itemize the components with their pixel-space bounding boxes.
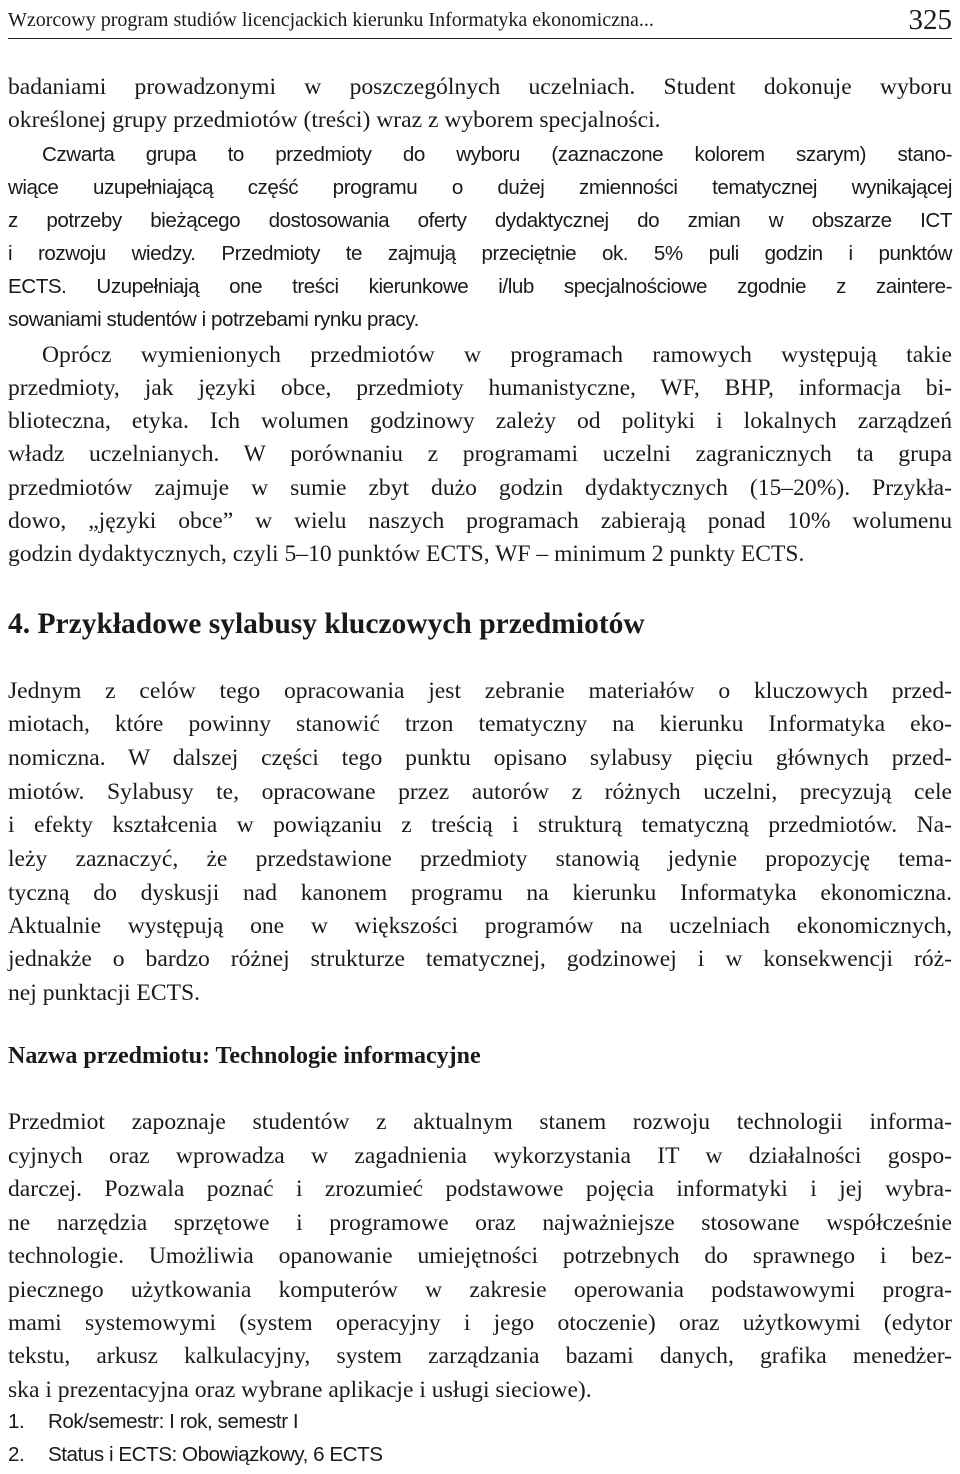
text-line: miotach, które powinny stanowić trzon tematyczny na kierunku Informatyka eko- xyxy=(8,711,952,737)
text-line: cyjnych oraz wprowadza w zagadnienia wykorzystania IT w działalności gospo- xyxy=(8,1143,952,1169)
list-item xyxy=(8,1438,383,1471)
text-line: określonej grupy przedmiotów (treści) wraz z wyborem specjalności. xyxy=(8,107,661,133)
text-line: piecznego użytkowania komputerów w zakresie operowania podstawowymi progra- xyxy=(8,1277,952,1303)
text-line: dowo, „języki obce” w wielu naszych programach zabierają ponad 10% wolumenu xyxy=(8,508,952,534)
text-line: nej punktacji ECTS. xyxy=(8,980,200,1006)
list-item-text: Rok/semestr: I rok, semestr I xyxy=(48,1410,299,1433)
text-line: miotów. Sylabusy te, opracowane przez autorów z różnych uczelni, precyzują cele xyxy=(8,779,952,805)
text-line: Oprócz wymienionych przedmiotów w programach ramowych występują takie xyxy=(42,342,952,368)
document-page xyxy=(8,0,952,1474)
text-line: mami systemowymi (system operacyjny i jego otoczenie) oraz użytkowymi (edytor xyxy=(8,1310,952,1336)
text-line: z potrzeby bieżącego dostosowania oferty dydaktycznej do zmian w obszarze ICT xyxy=(8,209,952,232)
text-line: godzin dydaktycznych, czyli 5–10 punktów ECTS, WF – minimum 2 punkty ECTS. xyxy=(8,541,805,567)
text-line: Jednym z celów tego opracowania jest zebranie materiałów o kluczowych przed- xyxy=(8,678,952,704)
text-line: ska i prezentacyjna oraz wybrane aplikacje i usługi sieciowe). xyxy=(8,1377,592,1403)
text-line: leży zaznaczyć, że przedstawione przedmioty stanowią jedynie propozycję tema- xyxy=(8,846,952,872)
text-line: i efekty kształcenia w powiązaniu z treścią i strukturą tematyczną przedmiotów. Na- xyxy=(8,812,952,838)
text-line: technologie. Umożliwia opanowanie umiejętności potrzebnych do sprawnego i bez- xyxy=(8,1243,952,1269)
list-item-number: 1. xyxy=(8,1410,25,1433)
list-item xyxy=(8,1405,298,1438)
text-line: darczej. Pozwala poznać i zrozumieć podstawowe pojęcia informatyki i jej wybra- xyxy=(8,1176,952,1202)
list-item-text: Status i ECTS: Obowiązkowy, 6 ECTS xyxy=(48,1443,383,1466)
text-line: przedmioty, jak języki obce, przedmioty humanistyczne, WF, BHP, informacja bi- xyxy=(8,375,952,401)
section-heading: 4. Przykładowe sylabusy kluczowych przedmiotów xyxy=(8,608,645,640)
text-line: blioteczna, etyka. Ich wolumen godzinowy zależy od polityki i lokalnych zarządzeń xyxy=(8,408,952,434)
text-line: tekstu, arkusz kalkulacyjny, system zarządzania bazami danych, grafika menedżer- xyxy=(8,1343,952,1369)
text-line: władz uczelnianych. W porównaniu z programami uczelni zagranicznych ta grupa xyxy=(8,441,952,467)
text-line: i rozwoju wiedzy. Przedmioty te zajmują przeciętnie ok. 5% puli godzin i punktów xyxy=(8,242,952,265)
text-line: ECTS. Uzupełniają one treści kierunkowe i/lub specjalnościowe zgodnie z zaintere- xyxy=(8,275,952,298)
text-line: tyczną do dyskusji nad kanonem programu na kierunku Informatyka ekonomiczna. xyxy=(8,880,952,906)
text-line: badaniami prowadzonymi w poszczególnych uczelniach. Student dokonuje wyboru xyxy=(8,74,952,100)
text-line: przedmiotów zajmuje w sumie zbyt dużo godzin dydaktycznych (15–20%). Przykła- xyxy=(8,475,952,501)
text-line: nomiczna. W dalszej części tego punktu opisano sylabusy pięciu głównych przed- xyxy=(8,745,952,771)
text-line: wiące uzupełniającą część programu o dużej zmienności tematycznej wynikającej xyxy=(8,176,952,199)
text-line: Przedmiot zapoznaje studentów z aktualnym stanem rozwoju technologii informa- xyxy=(8,1109,952,1135)
text-line: Aktualnie występują one w większości programów na uczelniach ekonomicznych, xyxy=(8,913,952,939)
list-item-number: 2. xyxy=(8,1443,25,1466)
text-line: Czwarta grupa to przedmioty do wyboru (zaznaczone kolorem szarym) stano- xyxy=(42,143,952,166)
text-line: jednakże o bardzo różnej strukturze tematycznej, godzinowej i w konsekwencji róż- xyxy=(8,946,952,972)
text-line: sowaniami studentów i potrzebami rynku pracy. xyxy=(8,308,419,331)
page-number: 325 xyxy=(908,4,952,36)
running-header xyxy=(8,6,952,39)
subject-heading: Nazwa przedmiotu: Technologie informacyjne xyxy=(8,1043,481,1069)
text-line: ne narzędzia sprzętowe i programowe oraz najważniejsze stosowane współcześnie xyxy=(8,1210,952,1236)
running-title: Wzorcowy program studiów licencjackich kierunku Informatyka ekonomiczna... xyxy=(8,9,654,31)
